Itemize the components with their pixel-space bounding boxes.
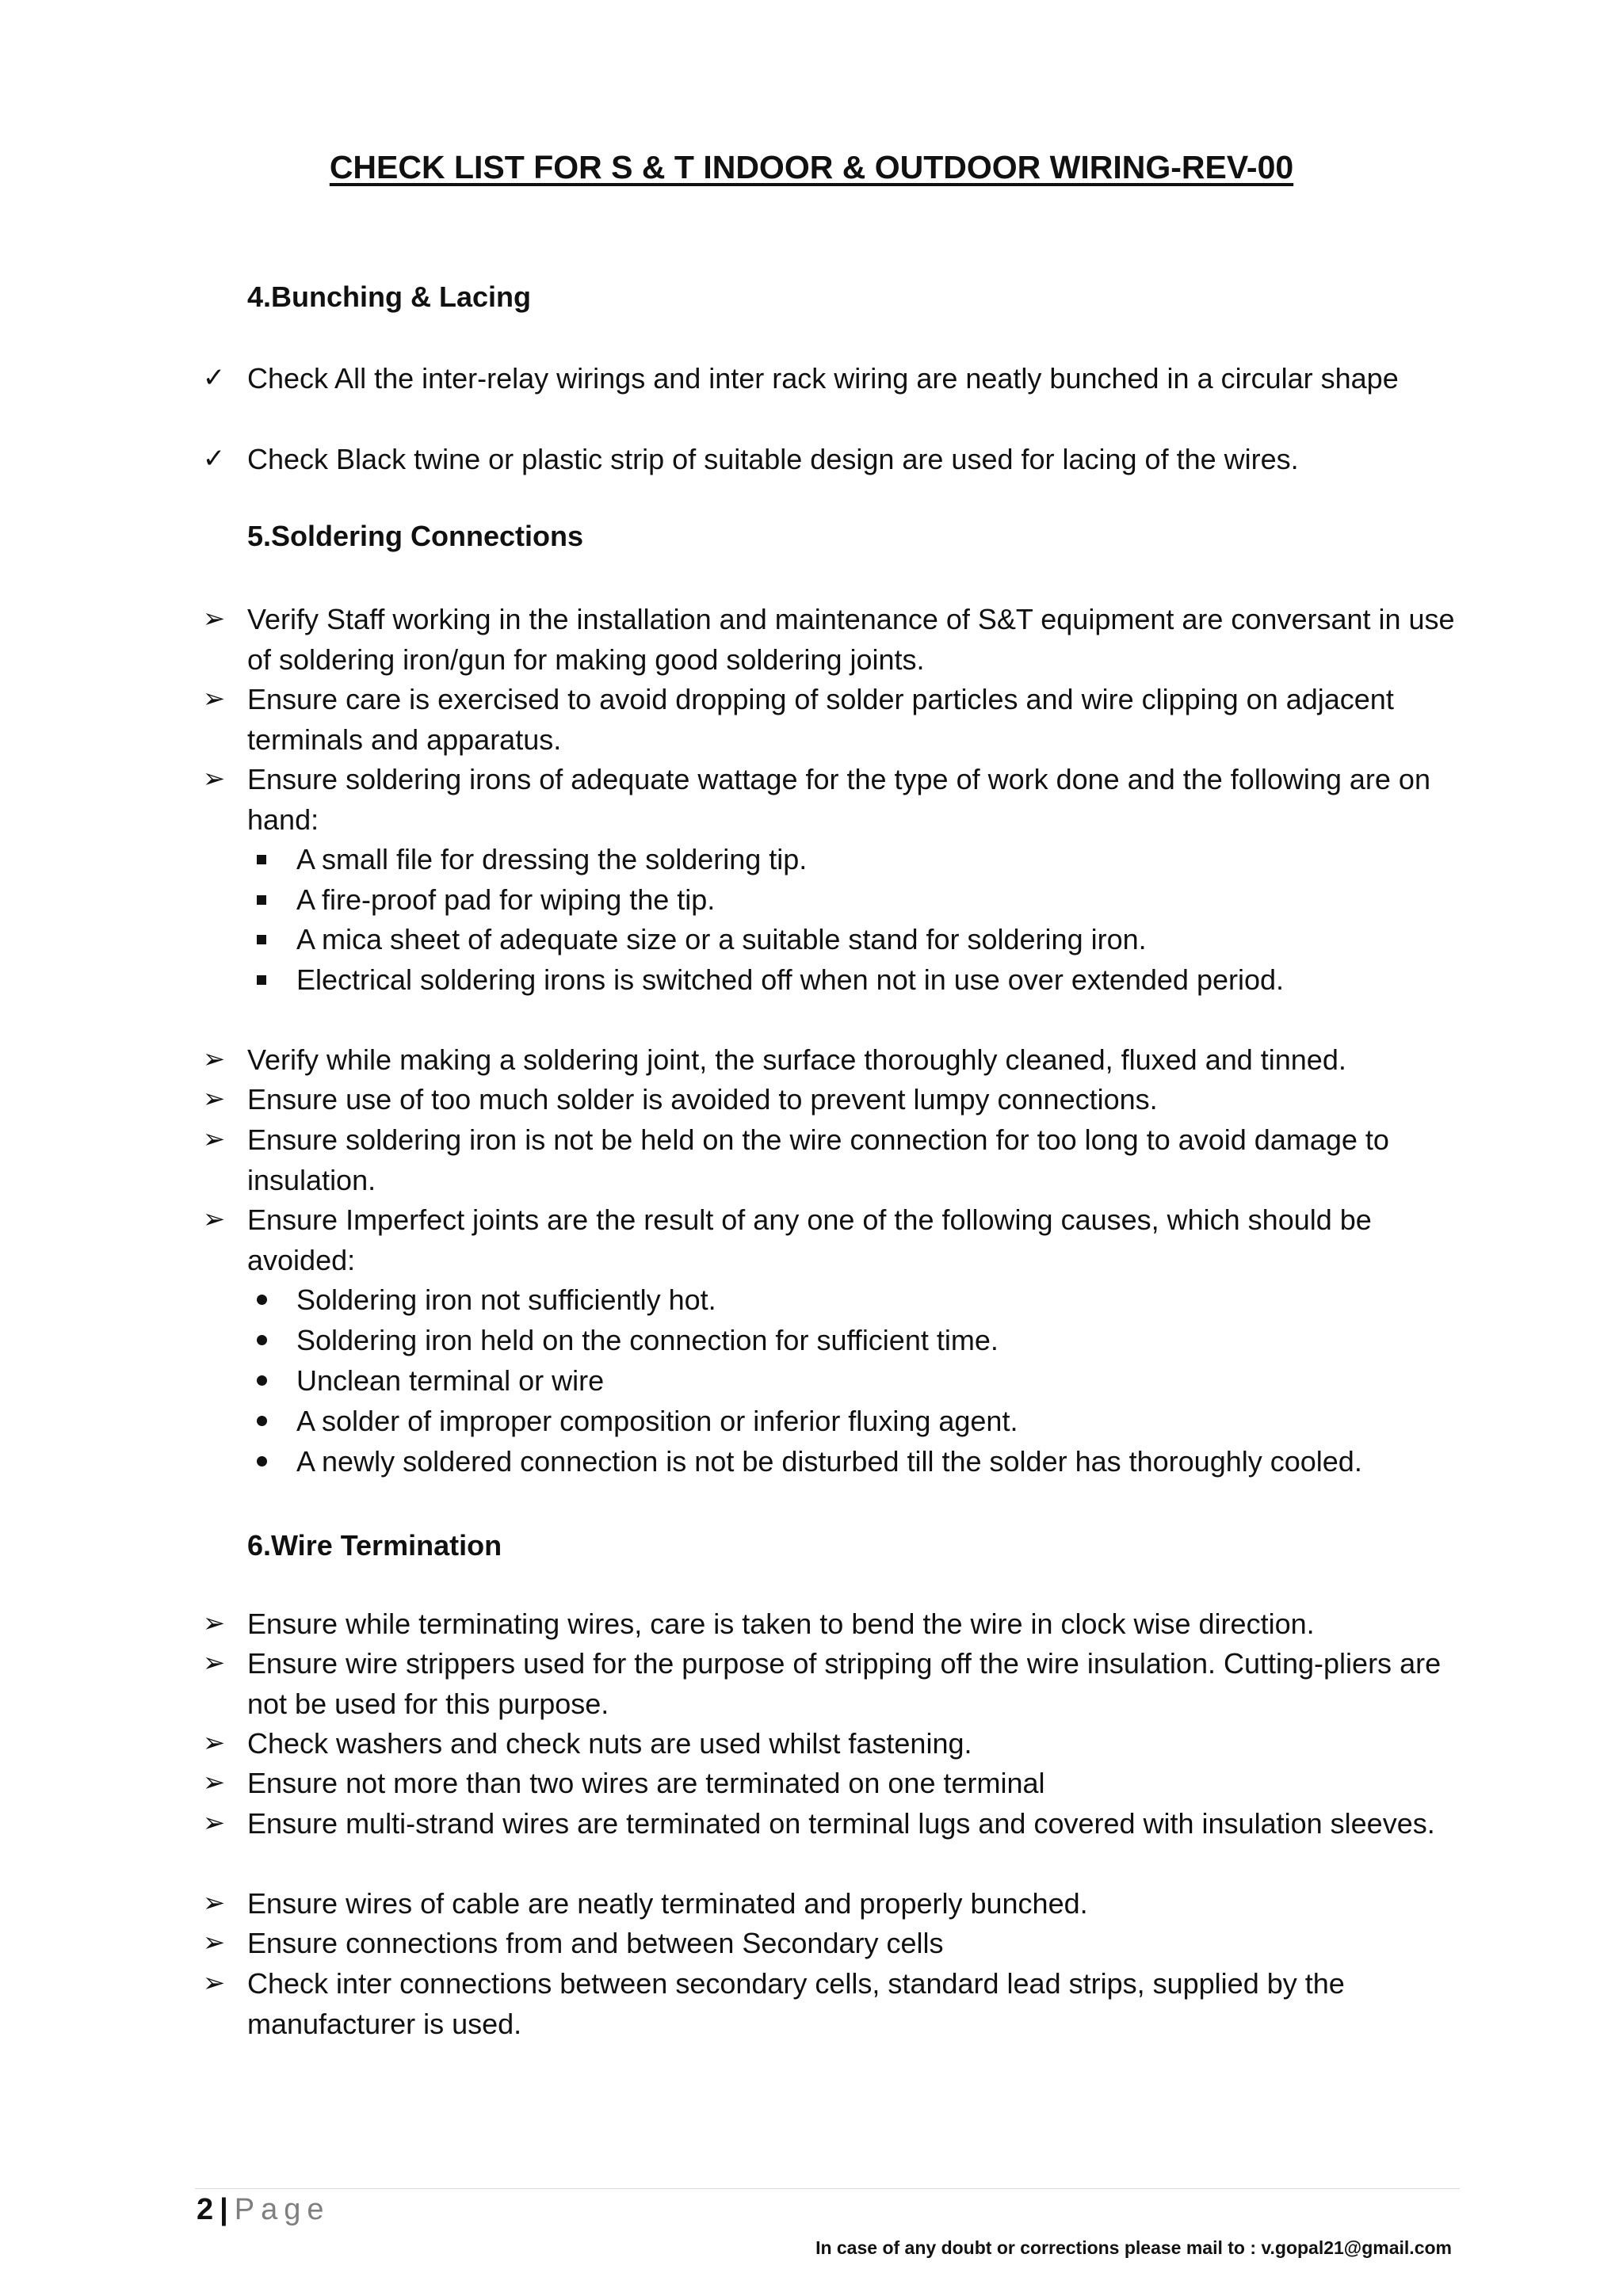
round-bullet-icon: [246, 1280, 277, 1320]
page-number: [197, 2193, 330, 2227]
sub-list-item: A newly soldered connection is not be disturbed till the solder has thoroughly cooled.: [296, 1445, 1362, 1478]
sub-list-item: A fire-proof pad for wiping the tip.: [296, 883, 716, 916]
check-icon: ✓: [202, 444, 226, 474]
list-item: Ensure care is exercised to avoid dropping of solder particles and wire clipping on adjacent terminals and apparatus.: [247, 683, 1394, 756]
sub-list-item: Soldering iron not sufficiently hot.: [296, 1283, 716, 1316]
section-heading-soldering: 5.Soldering Connections: [247, 520, 584, 552]
list-item: Ensure not more than two wires are terminated on one terminal: [247, 1767, 1045, 1799]
sub-list-item: A small file for dressing the soldering tip.: [296, 843, 808, 875]
sub-list-item: Unclean terminal or wire: [296, 1364, 605, 1397]
list-item: Ensure soldering iron is not be held on the wire connection for too long to avoid damage to insulation.: [247, 1123, 1389, 1196]
list-item: Ensure use of too much solder is avoided to prevent lumpy connections.: [247, 1083, 1158, 1116]
sub-list-item: Electrical soldering irons is switched off when not in use over extended period.: [296, 963, 1285, 996]
page-label: Page: [234, 2193, 330, 2226]
section-heading-wire-termination: 6.Wire Termination: [247, 1529, 502, 1562]
arrow-bullet-icon: ➢: [202, 684, 226, 714]
list-item: Ensure soldering irons of adequate wattage for the type of work done and the following are on hand:: [247, 763, 1430, 836]
arrow-bullet-icon: ➢: [202, 1648, 226, 1678]
arrow-bullet-icon: ➢: [202, 764, 226, 794]
section-heading-bunching: 4.Bunching & Lacing: [247, 280, 532, 313]
arrow-bullet-icon: ➢: [202, 1768, 226, 1798]
sub-list-item: A mica sheet of adequate size or a suitable stand for soldering iron.: [296, 923, 1147, 955]
list-item: Ensure while terminating wires, care is taken to bend the wire in clock wise direction.: [247, 1608, 1315, 1640]
footer-divider: [195, 2188, 1460, 2189]
page-number-value: 2: [197, 2193, 214, 2226]
arrow-bullet-icon: ➢: [202, 1084, 226, 1114]
list-item: Ensure wire strippers used for the purpose of stripping off the wire insulation. Cutting-pliers are not be used for this purpose.: [247, 1647, 1442, 1720]
square-bullet-icon: [246, 959, 277, 1000]
sub-list-item: Soldering iron held on the connection for sufficient time.: [296, 1324, 999, 1356]
list-item: Check washers and check nuts are used whilst fastening.: [247, 1727, 972, 1760]
page-title: CHECK LIST FOR S & T INDOOR & OUTDOOR WIRING-REV-00: [329, 149, 1294, 185]
list-item: Check Black twine or plastic strip of suitable design are used for lacing of the wires.: [247, 443, 1299, 475]
footer-contact: In case of any doubt or corrections please mail to : v.gopal21@gmail.com: [815, 2237, 1452, 2258]
arrow-bullet-icon: ➢: [202, 1728, 226, 1758]
round-bullet-icon: [246, 1360, 277, 1401]
list-item: Ensure connections from and between Secondary cells: [247, 1927, 944, 1959]
list-item: Check All the inter-relay wirings and inter rack wiring are neatly bunched in a circular shape: [247, 362, 1399, 395]
sub-list-item: A solder of improper composition or inferior fluxing agent.: [296, 1405, 1018, 1437]
arrow-bullet-icon: ➢: [202, 1204, 226, 1234]
arrow-bullet-icon: ➢: [202, 1044, 226, 1074]
list-item: Ensure wires of cable are neatly terminated and properly bunched.: [247, 1887, 1088, 1920]
arrow-bullet-icon: ➢: [202, 1608, 226, 1638]
arrow-bullet-icon: ➢: [202, 1928, 226, 1958]
round-bullet-icon: [246, 1401, 277, 1441]
arrow-bullet-icon: ➢: [202, 1124, 226, 1154]
square-bullet-icon: [246, 839, 277, 879]
arrow-bullet-icon: ➢: [202, 1888, 226, 1918]
round-bullet-icon: [246, 1441, 277, 1482]
page-number-separator: |: [220, 2193, 228, 2226]
list-item: Ensure Imperfect joints are the result of any one of the following causes, which should be avoided:: [247, 1203, 1372, 1276]
square-bullet-icon: [246, 919, 277, 959]
list-item: Ensure multi-strand wires are terminated on terminal lugs and covered with insulation sleeves.: [247, 1807, 1435, 1840]
check-icon: ✓: [202, 363, 226, 393]
arrow-bullet-icon: ➢: [202, 604, 226, 634]
round-bullet-icon: [246, 1320, 277, 1360]
list-item: Verify Staff working in the installation and maintenance of S&T equipment are conversant in use of soldering iron/gun for making good soldering joints.: [247, 603, 1455, 676]
square-bullet-icon: [246, 879, 277, 920]
arrow-bullet-icon: ➢: [202, 1968, 226, 1998]
list-item: Verify while making a soldering joint, the surface thoroughly cleaned, fluxed and tinned.: [247, 1043, 1346, 1076]
list-item: Check inter connections between secondary cells, standard lead strips, supplied by the manufacturer is used.: [247, 1967, 1345, 2040]
arrow-bullet-icon: ➢: [202, 1808, 226, 1838]
